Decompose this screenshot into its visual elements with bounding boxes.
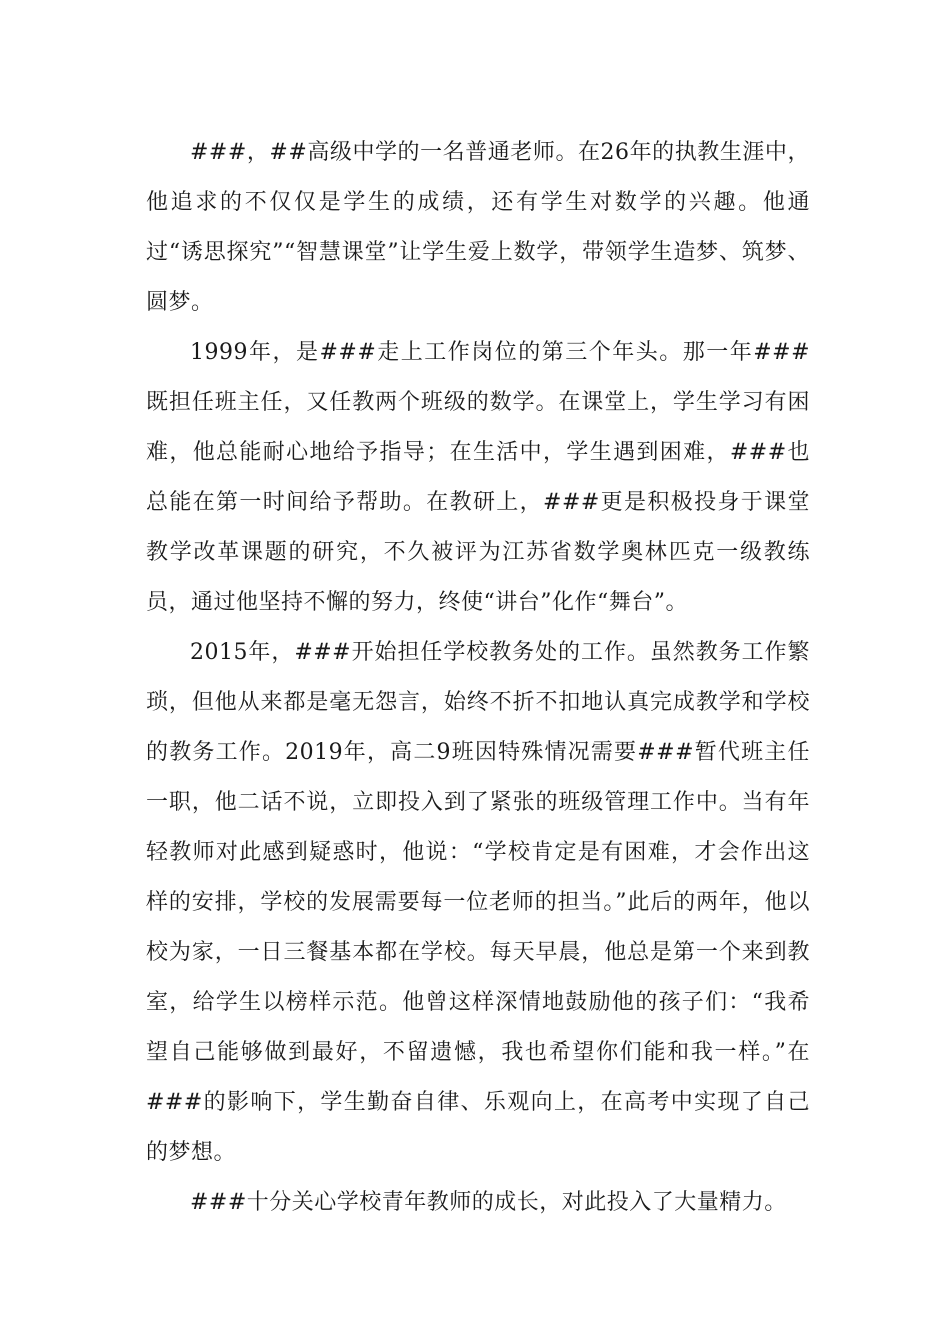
paragraph-1999: 1999年，是###走上工作岗位的第三个年头。那一年###既担任班主任，又任教两个班级的数学。在课堂上，学生学习有困难，他总能耐心地给予指导；在生活中，学生遇到困难，###也总能在第一时间给予帮助。在教研上，###更是积极投身于课堂教学改革课题的研究，不久被评为江苏省数学奥林匹克一级教练员，通过他坚持不懈的努力，终使“讲台”化作“舞台”。 xyxy=(146,340,810,615)
paragraph-intro: ###，##高级中学的一名普通老师。在26年的执教生涯中，他追求的不仅仅是学生的成绩，还有学生对数学的兴趣。他通过“诱思探究”“智慧课堂”让学生爱上数学，带领学生造梦、筑梦、圆梦。 xyxy=(146,140,810,315)
paragraph-2015: 2015年，###开始担任学校教务处的工作。虽然教务工作繁琐，但他从来都是毫无怨言，始终不折不扣地认真完成教学和学校的教务工作。2019年，高二9班因特殊情况需要###暂代班主任一职，他二话不说，立即投入到了紧张的班级管理工作中。当有年轻教师对此感到疑惑时，他说：“学校肯定是有困难，才会作出这样的安排，学校的发展需要每一位老师的担当。”此后的两年，他以校为家，一日三餐基本都在学校。每天早晨，他总是第一个来到教室，给学生以榜样示范。他曾这样深情地鼓励他的孩子们：“我希望自己能够做到最好，不留遗憾，我也希望你们能和我一样。”在###的影响下，学生勤奋自律、乐观向上，在高考中实现了自己的梦想。 xyxy=(146,640,810,1165)
document-body xyxy=(146,128,810,1228)
paragraph-young-teachers: ###十分关心学校青年教师的成长，对此投入了大量精力。 xyxy=(190,1190,787,1215)
